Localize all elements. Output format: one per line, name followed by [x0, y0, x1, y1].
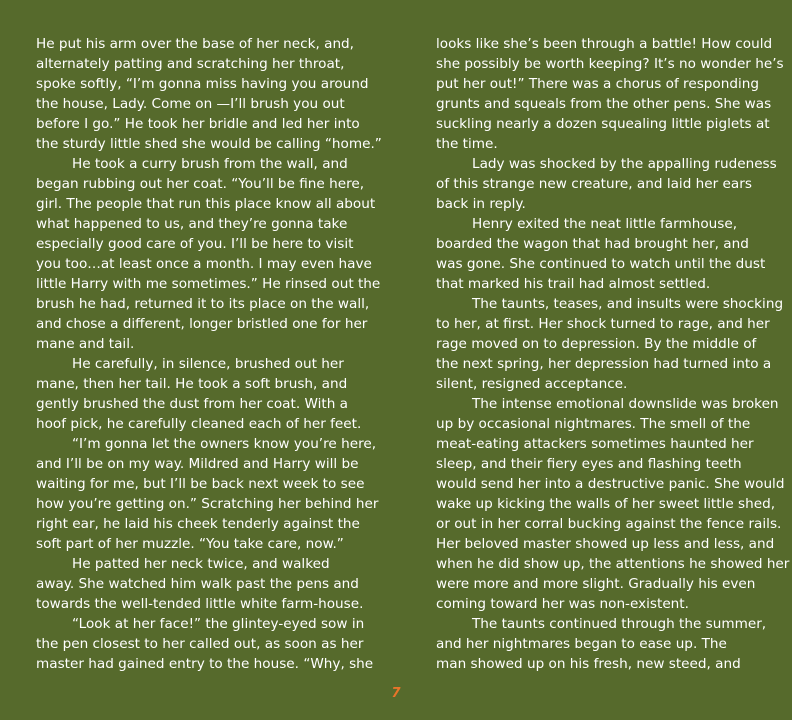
text-line: put her out!” There was a chorus of responding	[436, 76, 760, 92]
text-line: wake up kicking the walls of her sweet little shed,	[436, 496, 776, 512]
right-text-column	[436, 34, 790, 674]
text-line: the house, Lady. Come on —I’ll brush you out	[36, 96, 345, 112]
paragraph-first-line: The intense emotional downslide was broken	[472, 396, 779, 412]
text-line: what happened to us, and they’re gonna take	[36, 216, 348, 232]
text-line: hoof pick, he carefully cleaned each of her feet.	[36, 416, 362, 432]
text-line: was gone. She continued to watch until the dust	[436, 256, 766, 272]
paragraph-first-line: Henry exited the neat little farmhouse,	[472, 216, 738, 232]
text-line: alternately patting and scratching her throat,	[36, 56, 345, 72]
text-line: up by occasional nightmares. The smell of the	[436, 416, 751, 432]
text-line: were more and more slight. Gradually his even	[436, 576, 756, 592]
text-line: would send her into a destructive panic. She would	[436, 476, 785, 492]
text-line: and her nightmares began to ease up. The	[436, 636, 727, 652]
text-line: or out in her corral bucking against the fence rails.	[436, 516, 782, 532]
text-line: mane and tail.	[36, 336, 135, 352]
text-line: Her beloved master showed up less and less, and	[436, 536, 775, 552]
paragraph-first-line: He carefully, in silence, brushed out her	[72, 356, 344, 372]
paragraph-first-line: “I’m gonna let the owners know you’re here,	[72, 436, 377, 452]
text-line: soft part of her muzzle. “You take care, now.”	[36, 536, 344, 552]
text-line: master had gained entry to the house. “Why, she	[36, 656, 374, 672]
paragraph-first-line: Lady was shocked by the appalling rudeness	[472, 156, 777, 172]
text-line: brush he had, returned it to its place on the wall,	[36, 296, 370, 312]
text-line: looks like she’s been through a battle! How could	[436, 36, 773, 52]
text-line: began rubbing out her coat. “You’ll be fine here,	[36, 176, 365, 192]
text-line: how you’re getting on.” Scratching her behind her	[36, 496, 379, 512]
text-line: rage moved on to depression. By the middle of	[436, 336, 757, 352]
paragraph-first-line: The taunts, teases, and insults were shocking	[472, 296, 784, 312]
text-line: right ear, he laid his cheek tenderly against the	[36, 516, 360, 532]
text-line: coming toward her was non-existent.	[436, 596, 689, 612]
text-line: silent, resigned acceptance.	[436, 376, 628, 392]
text-line: spoke softly, “I’m gonna miss having you around	[36, 76, 369, 92]
text-line: and chose a different, longer bristled one for her	[36, 316, 368, 332]
text-line: the sturdy little shed she would be calling “home.”	[36, 136, 382, 152]
text-line: waiting for me, but I’ll be back next week to see	[36, 476, 365, 492]
text-line: towards the well-tended little white farm-house.	[36, 596, 364, 612]
text-line: meat-eating attackers sometimes haunted her	[436, 436, 754, 452]
text-line: that marked his trail had almost settled.	[436, 276, 711, 292]
text-line: the next spring, her depression had turned into a	[436, 356, 772, 372]
text-line: you too…at least once a month. I may even have	[36, 256, 372, 272]
text-line: before I go.” He took her bridle and led her into	[36, 116, 360, 132]
text-line: gently brushed the dust from her coat. With a	[36, 396, 348, 412]
text-line: and I’ll be on my way. Mildred and Harry will be	[36, 456, 359, 472]
text-line: the time.	[436, 136, 498, 152]
text-line: when he did show up, the attentions he showed her	[436, 556, 790, 572]
text-line: sleep, and their fiery eyes and flashing teeth	[436, 456, 742, 472]
text-line: mane, then her tail. He took a soft brush, and	[36, 376, 348, 392]
text-line: boarded the wagon that had brought her, and	[436, 236, 749, 252]
text-line: suckling nearly a dozen squealing little piglets at	[436, 116, 770, 132]
text-line: back in reply.	[436, 196, 526, 212]
text-line: man showed up on his fresh, new steed, and	[436, 656, 741, 672]
paragraph-first-line: He took a curry brush from the wall, and	[72, 156, 348, 172]
text-line: He put his arm over the base of her neck, and,	[36, 36, 355, 52]
text-line: little Harry with me sometimes.” He rinsed out the	[36, 276, 381, 292]
left-text-column	[36, 34, 382, 674]
text-line: to her, at first. Her shock turned to rage, and her	[436, 316, 770, 332]
text-line: of this strange new creature, and laid her ears	[436, 176, 752, 192]
text-line: away. She watched him walk past the pens and	[36, 576, 359, 592]
paragraph-first-line: “Look at her face!” the glintey-eyed sow in	[72, 616, 365, 632]
text-line: girl. The people that run this place know all about	[36, 196, 376, 212]
text-line: grunts and squeals from the other pens. She was	[436, 96, 772, 112]
paragraph-first-line: He patted her neck twice, and walked	[72, 556, 330, 572]
text-line: she possibly be worth keeping? It’s no wonder he’s	[436, 56, 784, 72]
text-line: especially good care of you. I’ll be here to visit	[36, 236, 354, 252]
paragraph-first-line: The taunts continued through the summer,	[472, 616, 767, 632]
page-number: 7	[391, 686, 401, 701]
text-line: the pen closest to her called out, as soon as her	[36, 636, 364, 652]
